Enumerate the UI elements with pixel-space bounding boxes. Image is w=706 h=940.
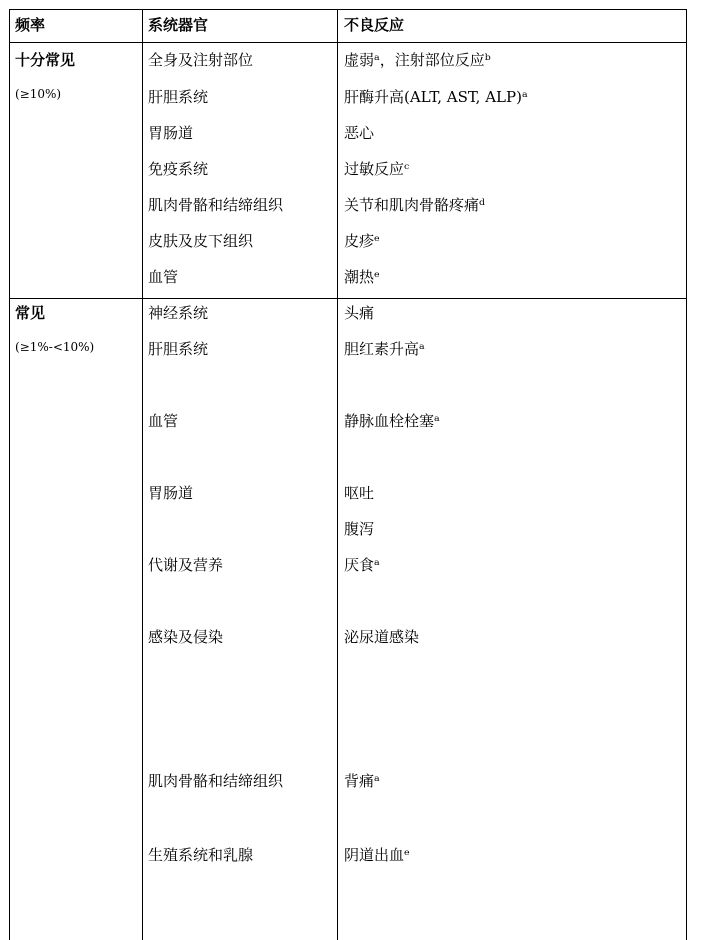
reaction-cell: 虚弱ᵃ，注射部位反应ᵇ [344, 51, 491, 69]
organ-cell: 血管 [148, 268, 179, 286]
header-adverse-reaction: 不良反应 [344, 16, 405, 34]
frequency-common: 常见 [15, 304, 46, 322]
organ-cell: 肌肉骨骼和结缔组织 [148, 772, 284, 790]
organ-cell: 肝胆系统 [148, 88, 209, 106]
reaction-cell: 关节和肌肉骨骼疼痛ᵈ [344, 196, 485, 214]
reaction-cell: 背痛ᵃ [344, 772, 380, 790]
reaction-cell: 皮疹ᵉ [344, 232, 380, 250]
column-divider-1 [142, 9, 143, 940]
organ-cell: 全身及注射部位 [148, 51, 254, 69]
organ-cell: 感染及侵染 [148, 628, 224, 646]
reaction-cell: 胆红素升高ᵃ [344, 340, 425, 358]
organ-cell: 胃肠道 [148, 484, 194, 502]
reaction-cell: 厌食ᵃ [344, 556, 380, 574]
organ-cell: 血管 [148, 412, 179, 430]
reaction-cell: 呕吐 [344, 484, 375, 502]
organ-cell: 生殖系统和乳腺 [148, 846, 254, 864]
frequency-range-very-common: (≥10%) [15, 87, 62, 101]
organ-cell: 肝胆系统 [148, 340, 209, 358]
reaction-cell: 腹泻 [344, 520, 375, 538]
organ-cell: 免疫系统 [148, 160, 209, 178]
header-frequency: 频率 [15, 16, 46, 34]
reaction-cell: 静脉血栓栓塞ᵃ [344, 412, 440, 430]
organ-cell: 肌肉骨骼和结缔组织 [148, 196, 284, 214]
reaction-cell: 阴道出血ᵉ [344, 846, 410, 864]
header-system-organ: 系统器官 [148, 16, 209, 34]
header-bottom-border [9, 42, 687, 43]
table-top-border [9, 9, 687, 10]
reaction-cell: 头痛 [344, 304, 375, 322]
reaction-cell: 泌尿道感染 [344, 628, 420, 646]
frequency-very-common: 十分常见 [15, 51, 76, 69]
table-right-border [686, 9, 687, 940]
table-left-border [9, 9, 10, 940]
reaction-cell: 恶心 [344, 124, 375, 142]
organ-cell: 代谢及营养 [148, 556, 224, 574]
organ-cell: 神经系统 [148, 304, 209, 322]
organ-cell: 皮肤及皮下组织 [148, 232, 254, 250]
column-divider-2 [337, 9, 338, 940]
group-divider [9, 298, 687, 299]
frequency-range-common: (≥1%-<10%) [15, 340, 95, 354]
reaction-cell: 潮热ᵉ [344, 268, 380, 286]
reaction-cell: 肝酶升高(ALT, AST, ALP)ᵃ [344, 88, 528, 106]
organ-cell: 胃肠道 [148, 124, 194, 142]
reaction-cell: 过敏反应ᶜ [344, 160, 410, 178]
